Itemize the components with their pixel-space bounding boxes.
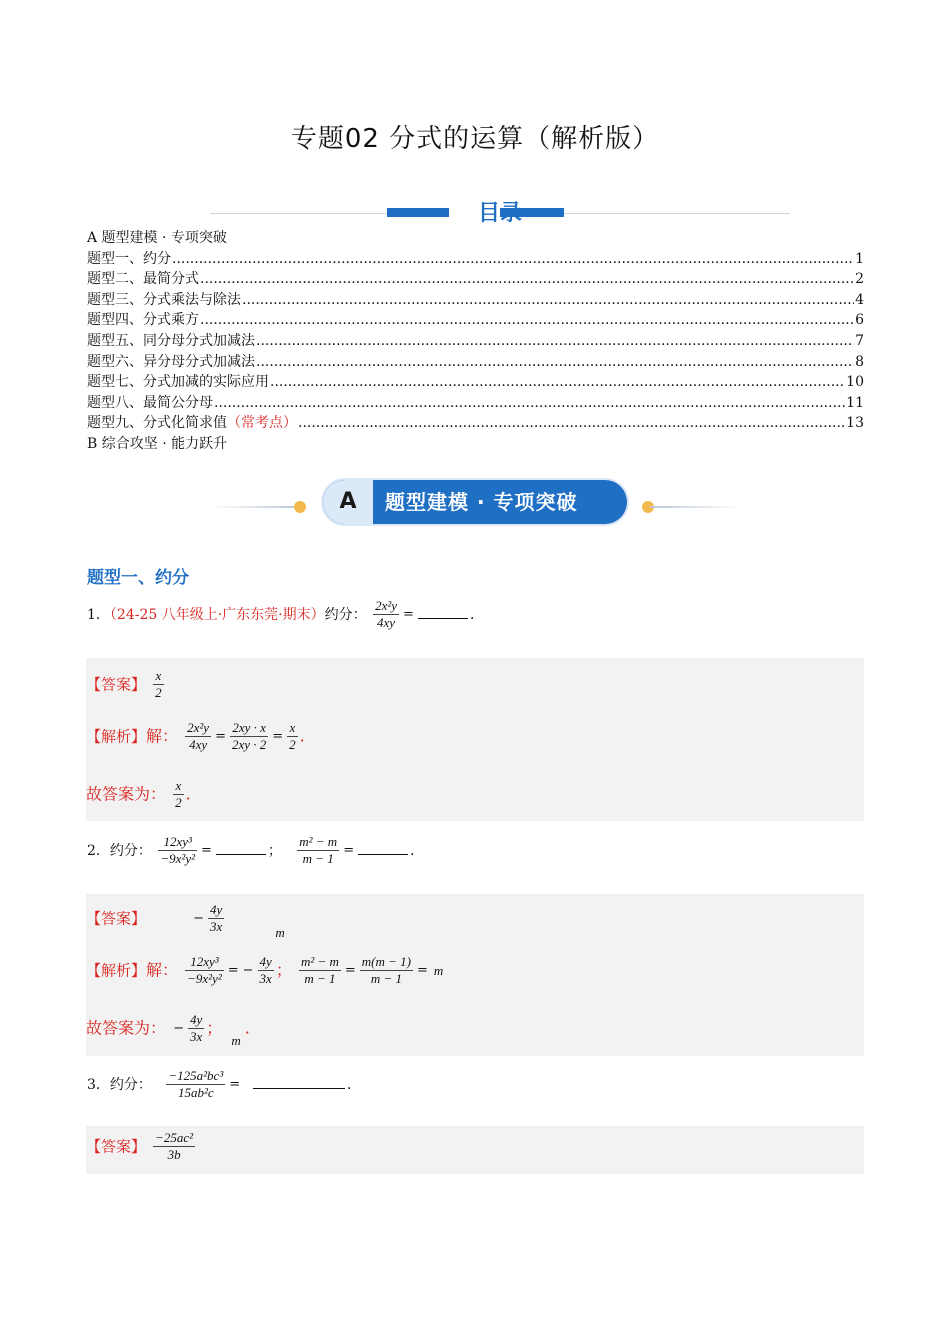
answer-blank xyxy=(216,854,266,855)
question-2: 2．约分： $\frac{\text{12xy³}}{\text{−9x²y²}}$ = ； $\frac{\text{m² − m}}{m - 1}$ = ． xyxy=(87,834,425,867)
fraction: $\frac{x}{2}$ xyxy=(155,668,162,701)
dot-icon xyxy=(294,501,306,513)
toc-item[interactable]: 题型五、同分母分式加减法 ..... 7 xyxy=(87,331,864,352)
table-of-contents xyxy=(87,228,864,455)
toc-item[interactable]: 题型三、分式乘法与除法 ..... 4 xyxy=(87,290,864,311)
fraction: $\frac{\text{m² − m}}{m - 1}$ xyxy=(299,834,338,867)
fraction: $\frac{\text{12xy³}}{\text{−9x²y²}}$ xyxy=(160,834,195,867)
toc-item[interactable]: 题型一、约分 ..... 1 xyxy=(87,249,864,270)
answer-box: 【答案】 $\frac{x}{2}$ 【解析】解： $\frac{\text{2x²y}}{4xy}$ = $\frac{2xy \cdot x}{2xy \cdot 2}$ = $\frac{x}{2}$ . 故答案为： $\frac{x}{2}$ . xyxy=(86,658,864,821)
toc-item-note: （常考点） xyxy=(227,415,297,432)
answer-blank xyxy=(253,1088,345,1089)
toc-item[interactable]: 题型八、最简公分母 ..... 11 xyxy=(87,393,864,414)
page-title: 专题02 分式的运算（解析版） xyxy=(290,124,660,154)
answer-blank xyxy=(358,854,408,855)
fraction: $\frac{\text{−125a²bc³}}{\text{15ab²c}}$ xyxy=(168,1068,224,1101)
toc-header xyxy=(210,196,790,230)
toc-item[interactable]: 题型二、最简分式 ..... 2 xyxy=(87,269,864,290)
section-title: 题型一、约分 xyxy=(87,568,189,588)
toc-item[interactable]: 题型九、分式化简求值 （常考点） ..... 13 xyxy=(87,413,864,434)
banner-text: 题型建模 · 专项突破 xyxy=(385,490,578,514)
toc-item[interactable]: 题型七、分式加减的实际应用 ..... 10 xyxy=(87,372,864,393)
answer-blank xyxy=(418,618,468,619)
question-source: （24-25 八年级上·广东东莞·期末） xyxy=(109,606,325,623)
question-3: 3．约分： $\frac{\text{−125a²bc³}}{\text{15ab²c}}$ = ． xyxy=(87,1068,362,1101)
toc-item[interactable]: 题型四、分式乘方 ..... 6 xyxy=(87,310,864,331)
section-banner xyxy=(210,478,740,528)
toc-item[interactable]: 题型六、异分母分式加减法 ..... 8 xyxy=(87,352,864,373)
toc-section-a[interactable]: A 题型建模 · 专项突破 xyxy=(87,230,227,246)
answer-box: 【答案】 − $\frac{4y}{3x}$ m 【解析】解： $\frac{\text{12xy³}}{\text{−9x²y²}}$ = − $\frac{4y}{3x}$ ； $\frac{\text{m² − m}}{m - 1}$ = $\frac{m(m - 1)}{m - 1}$ = m 故答案为： − $\frac{4y}{3x}$ ； m . xyxy=(86,894,864,1056)
toc-section-b[interactable]: B 综合攻坚 · 能力跃升 xyxy=(87,435,228,452)
banner-letter: A xyxy=(323,480,373,524)
question-1: 1．（24-25 八年级上·广东东莞·期末）约分： $\frac{\text{2x²y}}{4xy}$ = ． xyxy=(87,598,484,631)
fraction: $\frac{\text{2x²y}}{4xy}$ xyxy=(375,598,398,631)
answer-box: 【答案】 $\frac{\text{−25ac²}}{3b}$ xyxy=(86,1126,864,1174)
toc-heading: 目录 xyxy=(477,201,522,226)
